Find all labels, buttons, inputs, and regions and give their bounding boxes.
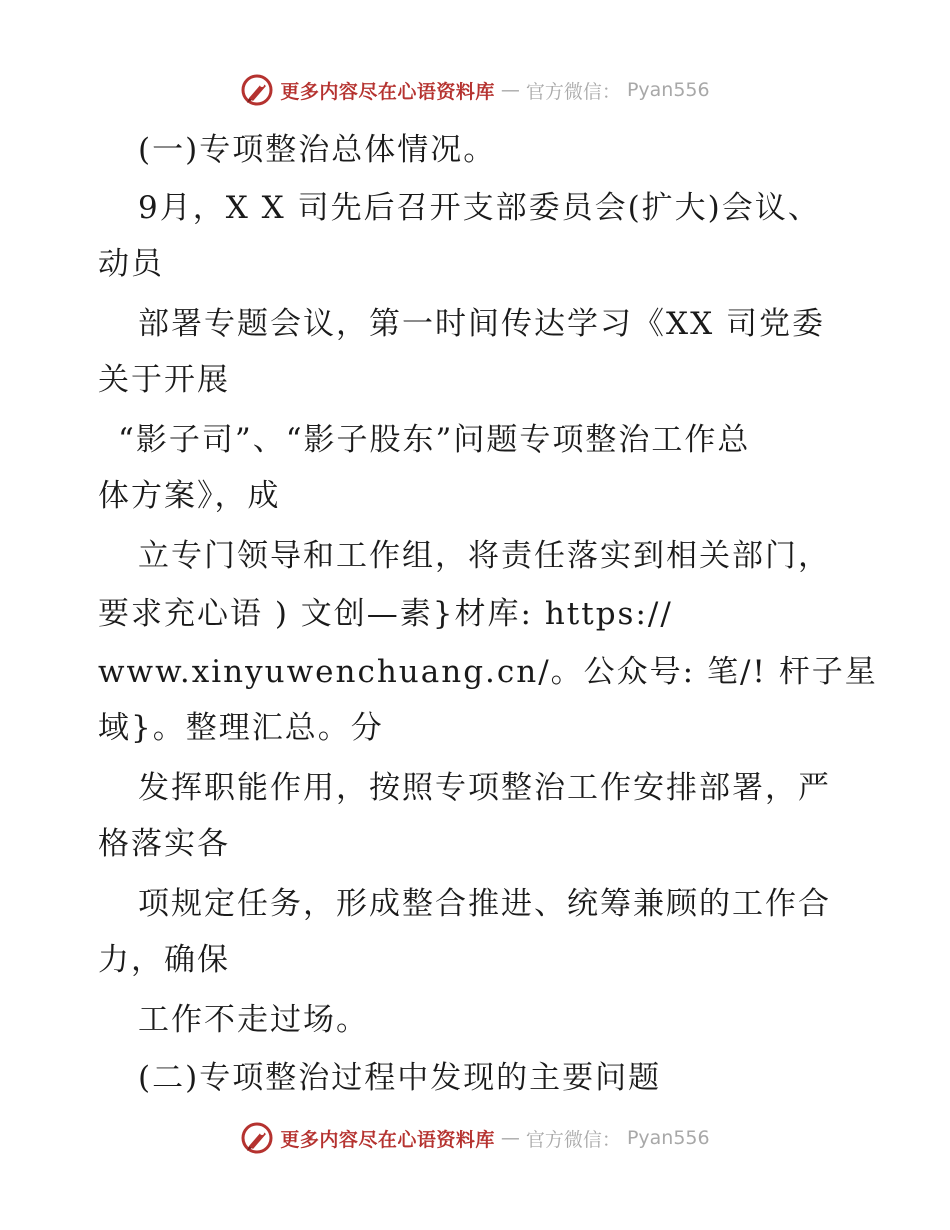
body-line: 格落实各 — [98, 826, 230, 862]
body-line: 关于开展 — [98, 362, 230, 398]
footer-promo-text: 更多内容尽在心语资料库 — [280, 1128, 495, 1151]
body-line: 动员 — [98, 246, 164, 282]
body-line: 项规定任务，形成整合推进、统筹兼顾的工作合 — [138, 886, 831, 922]
body-line: 域}。整理汇总。分 — [98, 710, 384, 746]
footer-dash: — — [500, 1127, 520, 1149]
pen-logo-icon — [240, 1121, 274, 1155]
body-line: 体方案》，成 — [98, 478, 281, 514]
footer-official-label: 官方微信： — [525, 1128, 621, 1151]
body-line: 部署专题会议，第一时间传达学习《XX 司党委 — [138, 306, 825, 342]
body-line: 立专门领导和工作组，将责任落实到相关部门， — [138, 538, 831, 574]
footer-wechat-id: Pyan556 — [626, 1127, 710, 1149]
pen-logo-icon — [240, 73, 274, 107]
header-wechat-id: Pyan556 — [626, 79, 710, 101]
body-line: 要求充心语 ) 文创—素}材库: https:// — [98, 596, 673, 632]
body-line: 工作不走过场。 — [138, 1002, 369, 1038]
body-line: 力，确保 — [98, 942, 230, 978]
body-line: (一)专项整治总体情况。 — [138, 132, 497, 168]
body-line: www.xinyuwenchuang.cn/。公众号: 笔/! 杆子星 — [98, 654, 878, 690]
body-line: “影子司”、“影子股东”问题专项整治工作总 — [118, 422, 751, 458]
body-line: 9月，X X 司先后召开支部委员会(扩大)会议、 — [138, 190, 821, 226]
footer-banner — [0, 1118, 950, 1158]
header-banner — [0, 70, 950, 110]
header-official-label: 官方微信： — [525, 80, 621, 103]
header-promo-text: 更多内容尽在心语资料库 — [280, 80, 495, 103]
body-line: (二)专项整治过程中发现的主要问题 — [138, 1060, 662, 1096]
body-line: 发挥职能作用，按照专项整治工作安排部署，严 — [138, 770, 831, 806]
header-dash: — — [500, 79, 520, 101]
